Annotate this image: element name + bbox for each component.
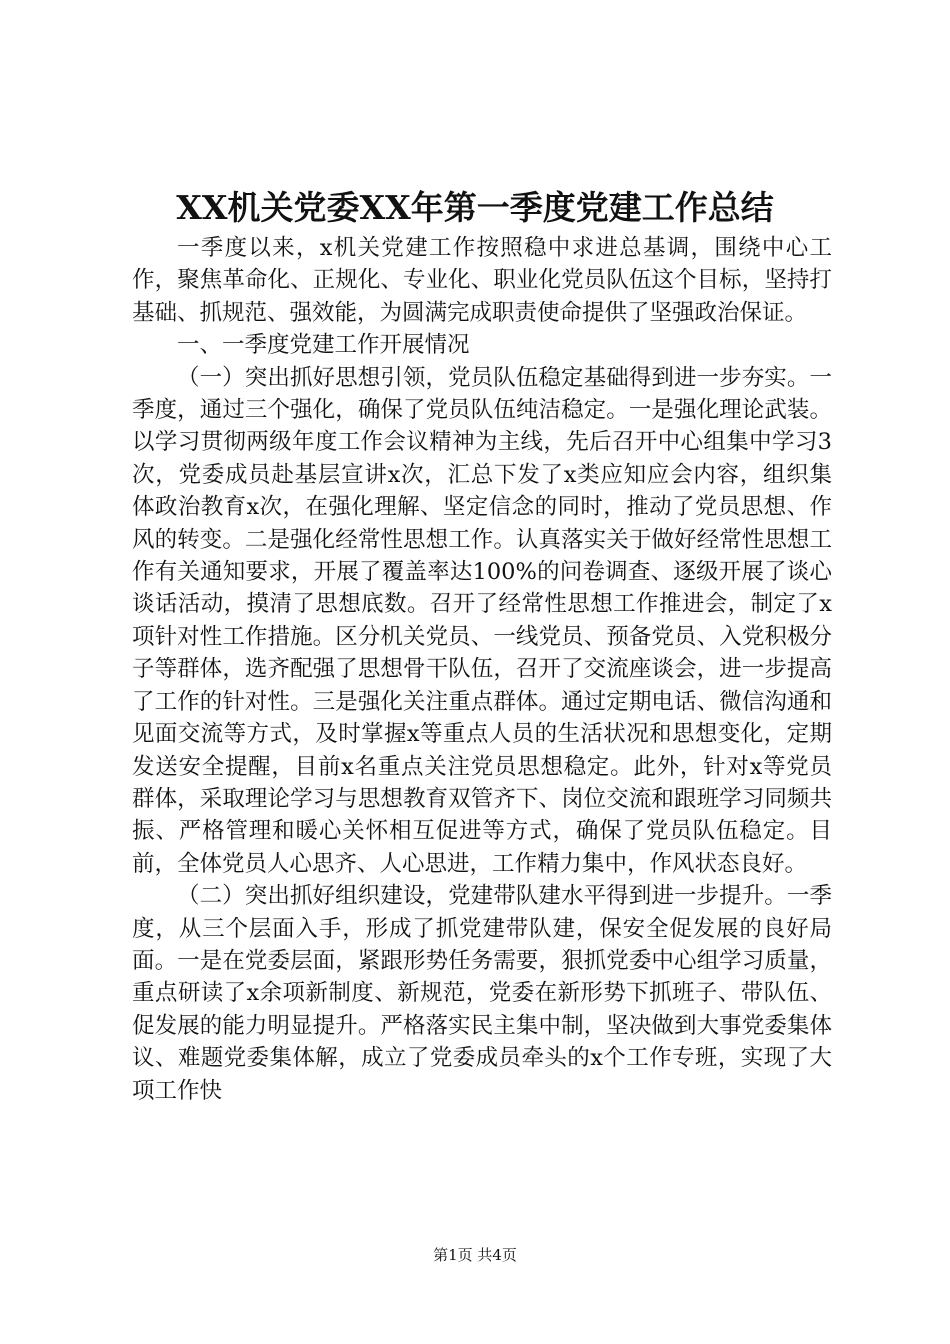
page-number-footer: 第1页 共4页 — [433, 1246, 517, 1264]
paragraph-section-1-1: （一）突出抓好思想引领，党员队伍稳定基础得到进一步夯实。一季度，通过三个强化，确保了党员队伍纯洁稳定。一是强化理论武装。以学习贯彻两级年度工作会议精神为主线，先后召开中心组集中学习3次，党委成员赴基层宣讲x次，汇总下发了x类应知应会内容，组织集体政治教育x次，在强化理解、坚定信念的同时，推动了党员思想、作风的转变。二是强化经常性思想工作。认真落实关于做好经常性思想工作有关通知要求，开展了覆盖率达100%的问卷调查、逐级开展了谈心谈话活动，摸清了思想底数。召开了经常性思想工作推进会，制定了x项针对性工作措施。区分机关党员、一线党员、预备党员、入党积极分子等群体，选齐配强了思想骨干队伍，召开了交流座谈会，进一步提高了工作的针对性。三是强化关注重点群体。通过定期电话、微信沟通和见面交流等方式，及时掌握x等重点人员的生活状况和思想变化，定期发送安全提醒，目前x名重点关注党员思想稳定。此外，针对x等党员群体，采取理论学习与思想教育双管齐下、岗位交流和跟班学习同频共振、严格管理和暖心关怀相互促进等方式，确保了党员队伍稳定。目前，全体党员人心思齐、人心思进，工作精力集中，作风状态良好。 — [132, 364, 832, 877]
paragraph-intro: 一季度以来，x机关党建工作按照稳中求进总基调，围绕中心工作，聚焦革命化、正规化、专业化、职业化党员队伍这个目标，坚持打基础、抓规范、强效能，为圆满完成职责使命提供了坚强政治保证。 — [132, 235, 832, 326]
paragraph-section-1-2: （二）突出抓好组织建设，党建带队建水平得到进一步提升。一季度，从三个层面入手，形成了抓党建带队建，保安全促发展的良好局面。一是在党委层面，紧跟形势任务需要，狠抓党委中心组学习质量，重点研读了x余项新制度、新规范，党委在新形势下抓班子、带队伍、促发展的能力明显提升。严格落实民主集中制，坚决做到大事党委集体议、难题党委集体解，成立了党委成员牵头的x个工作专班，实现了大项工作快 — [132, 883, 832, 1104]
document-body — [132, 232, 832, 1107]
section-heading-1: 一、一季度党建工作开展情况 — [177, 332, 470, 359]
document-title: XX机关党委XX年第一季度党建工作总结 — [176, 188, 774, 227]
